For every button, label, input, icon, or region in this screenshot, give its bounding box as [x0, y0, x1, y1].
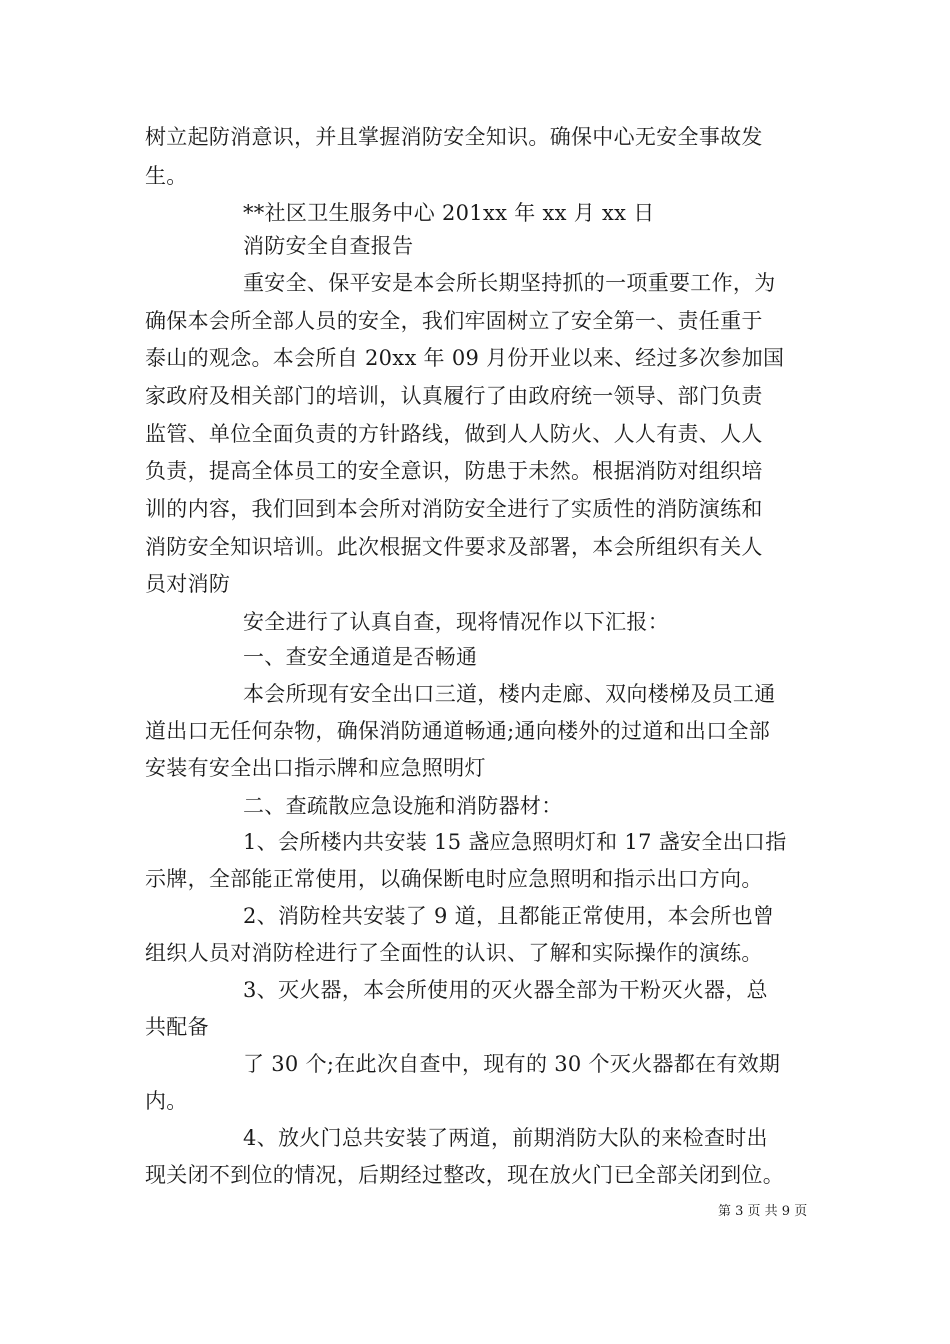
text-line: 消防安全知识培训。此次根据文件要求及部署，本会所组织有关人 — [145, 535, 763, 559]
text-line: 现关闭不到位的情况，后期经过整改，现在放火门已全部关闭到位。 — [145, 1163, 784, 1187]
section-heading: 一、查安全通道是否畅通 — [243, 645, 478, 669]
report-title: 消防安全自查报告 — [243, 234, 414, 258]
text-line: 监管、单位全面负责的方针路线，做到人人防火、人人有责、人人 — [145, 422, 763, 446]
text-line: 示牌，全部能正常使用，以确保断电时应急照明和指示出口方向。 — [145, 867, 763, 891]
text-line: 共配备 — [145, 1015, 209, 1039]
page-number: 第 3 页 共 9 页 — [718, 1204, 808, 1219]
text-line: 家政府及相关部门的培训，认真履行了由政府统一领导、部门负责 — [145, 384, 763, 408]
text-line: **社区卫生服务中心 201xx 年 xx 月 xx 日 — [243, 201, 655, 225]
text-line: 安装有安全出口指示牌和应急照明灯 — [145, 756, 486, 780]
text-line: 1、会所楼内共安装 15 盏应急照明灯和 17 盏安全出口指 — [243, 830, 787, 854]
section-heading: 二、查疏散应急设施和消防器材： — [243, 794, 563, 818]
text-line: 3、灭火器，本会所使用的灭火器全部为干粉灭火器，总 — [243, 978, 768, 1002]
text-line: 安全进行了认真自查，现将情况作以下汇报： — [243, 610, 669, 634]
text-line: 训的内容，我们回到本会所对消防安全进行了实质性的消防演练和 — [145, 497, 763, 521]
text-line: 组织人员对消防栓进行了全面性的认识、了解和实际操作的演练。 — [145, 941, 763, 965]
text-line: 4、放火门总共安装了两道，前期消防大队的来检查时出 — [243, 1126, 768, 1150]
text-line: 2、消防栓共安装了 9 道，且都能正常使用，本会所也曾 — [243, 904, 775, 928]
text-line: 生。 — [145, 164, 188, 188]
text-line: 本会所现有安全出口三道，楼内走廊、双向楼梯及员工通 — [243, 682, 776, 706]
text-line: 内。 — [145, 1089, 188, 1113]
text-line: 道出口无任何杂物，确保消防通道畅通;通向楼外的过道和出口全部 — [145, 719, 771, 743]
text-line: 了 30 个;在此次自查中，现有的 30 个灭火器都在有效期 — [243, 1052, 781, 1076]
text-line: 确保本会所全部人员的安全，我们牢固树立了安全第一、责任重于 — [145, 309, 763, 333]
text-line: 员对消防 — [145, 572, 231, 596]
text-line: 负责，提高全体员工的安全意识，防患于未然。根据消防对组织培 — [145, 459, 763, 483]
text-line: 树立起防消意识，并且掌握消防安全知识。确保中心无安全事故发 — [145, 125, 763, 149]
text-line: 重安全、保平安是本会所长期坚持抓的一项重要工作，为 — [243, 271, 776, 295]
text-line: 泰山的观念。本会所自 20xx 年 09 月份开业以来、经过多次参加国 — [145, 346, 785, 370]
